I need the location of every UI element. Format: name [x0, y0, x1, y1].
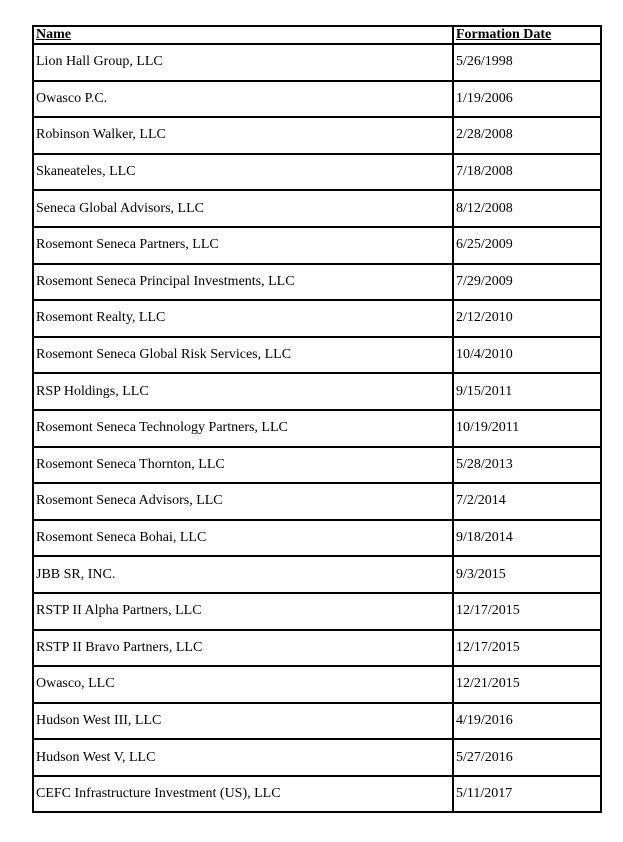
- table-row: [33, 520, 601, 557]
- entity-name-cell: Hudson West III, LLC: [33, 703, 453, 740]
- entity-name-cell: Rosemont Seneca Principal Investments, LLC: [33, 264, 453, 301]
- column-header-formation-date: Formation Date: [453, 26, 601, 44]
- entity-name-cell: Rosemont Seneca Bohai, LLC: [33, 520, 453, 557]
- table-row: [33, 666, 601, 703]
- formation-date-cell: 6/25/2009: [453, 227, 601, 264]
- table-row: [33, 373, 601, 410]
- table-header-row: [33, 26, 601, 44]
- table-row: [33, 410, 601, 447]
- column-header-name: Name: [33, 26, 453, 44]
- entity-name-cell: Owasco, LLC: [33, 666, 453, 703]
- entity-name-cell: Owasco P.C.: [33, 81, 453, 118]
- entity-name-cell: RSTP II Alpha Partners, LLC: [33, 593, 453, 630]
- table-row: [33, 227, 601, 264]
- table-row: [33, 593, 601, 630]
- entity-name-cell: RSP Holdings, LLC: [33, 373, 453, 410]
- table-row: [33, 337, 601, 374]
- table-row: [33, 556, 601, 593]
- table-row: [33, 447, 601, 484]
- formation-date-cell: 8/12/2008: [453, 190, 601, 227]
- formation-date-cell: 10/19/2011: [453, 410, 601, 447]
- formation-date-cell: 10/4/2010: [453, 337, 601, 374]
- table-row: [33, 703, 601, 740]
- formation-date-cell: 12/17/2015: [453, 593, 601, 630]
- entity-formation-table: [32, 25, 602, 813]
- table-row: [33, 483, 601, 520]
- formation-date-cell: 1/19/2006: [453, 81, 601, 118]
- entity-name-cell: JBB SR, INC.: [33, 556, 453, 593]
- entity-name-cell: Rosemont Seneca Advisors, LLC: [33, 483, 453, 520]
- formation-date-cell: 9/15/2011: [453, 373, 601, 410]
- formation-date-cell: 7/2/2014: [453, 483, 601, 520]
- entity-name-cell: Rosemont Seneca Technology Partners, LLC: [33, 410, 453, 447]
- table-row: [33, 630, 601, 667]
- formation-date-cell: 12/21/2015: [453, 666, 601, 703]
- table-row: [33, 264, 601, 301]
- table-row: [33, 739, 601, 776]
- formation-date-cell: 5/27/2016: [453, 739, 601, 776]
- table-row: [33, 154, 601, 191]
- table-row: [33, 81, 601, 118]
- entity-name-cell: Hudson West V, LLC: [33, 739, 453, 776]
- table-row: [33, 300, 601, 337]
- formation-date-cell: 7/18/2008: [453, 154, 601, 191]
- formation-date-cell: 9/3/2015: [453, 556, 601, 593]
- formation-date-cell: 2/12/2010: [453, 300, 601, 337]
- formation-date-cell: 4/19/2016: [453, 703, 601, 740]
- formation-date-cell: 5/28/2013: [453, 447, 601, 484]
- table-row: [33, 190, 601, 227]
- formation-date-cell: 7/29/2009: [453, 264, 601, 301]
- table-row: [33, 44, 601, 81]
- entity-name-cell: RSTP II Bravo Partners, LLC: [33, 630, 453, 667]
- entity-name-cell: Rosemont Seneca Partners, LLC: [33, 227, 453, 264]
- entity-name-cell: CEFC Infrastructure Investment (US), LLC: [33, 776, 453, 813]
- entity-name-cell: Rosemont Seneca Global Risk Services, LLC: [33, 337, 453, 374]
- entity-name-cell: Seneca Global Advisors, LLC: [33, 190, 453, 227]
- formation-date-cell: 5/11/2017: [453, 776, 601, 813]
- entity-name-cell: Robinson Walker, LLC: [33, 117, 453, 154]
- entity-name-cell: Rosemont Realty, LLC: [33, 300, 453, 337]
- table-row: [33, 117, 601, 154]
- table-row: [33, 776, 601, 813]
- formation-date-cell: 9/18/2014: [453, 520, 601, 557]
- formation-date-cell: 2/28/2008: [453, 117, 601, 154]
- entity-name-cell: Lion Hall Group, LLC: [33, 44, 453, 81]
- formation-date-cell: 12/17/2015: [453, 630, 601, 667]
- entity-name-cell: Skaneateles, LLC: [33, 154, 453, 191]
- entity-name-cell: Rosemont Seneca Thornton, LLC: [33, 447, 453, 484]
- formation-date-cell: 5/26/1998: [453, 44, 601, 81]
